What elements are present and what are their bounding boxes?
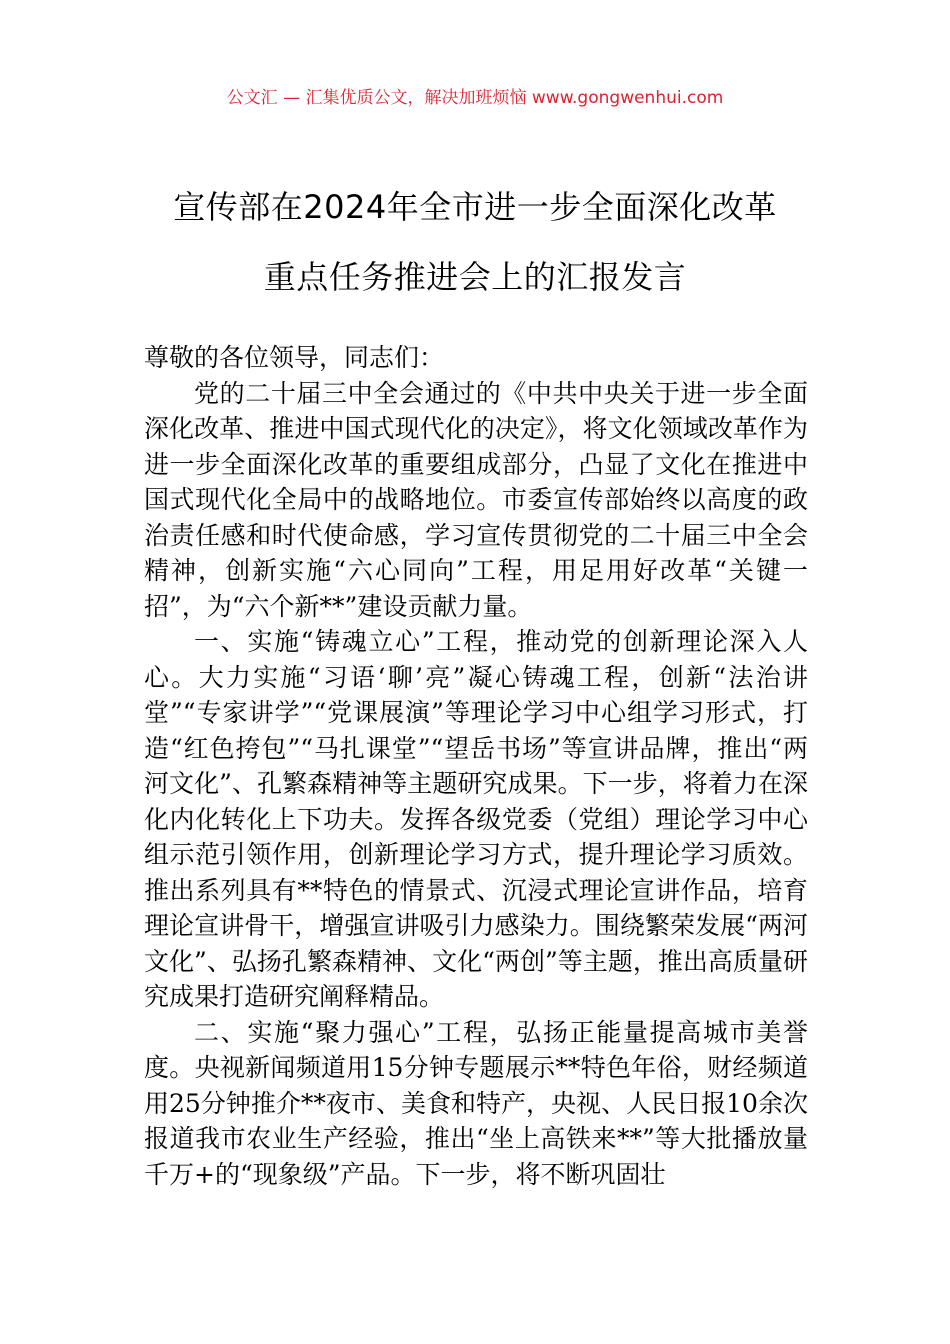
salutation: 尊敬的各位领导，同志们：	[144, 343, 445, 372]
watermark-header	[0, 86, 950, 110]
document-title	[100, 172, 850, 312]
header-text: 公文汇 — 汇集优质公文，解决加班烦恼 www.gongwenhui.com	[226, 88, 724, 108]
paragraph-section-1: 一、实施“铸魂立心”工程，推动党的创新理论深入人心。大力实施“习语‘聊’亮”凝心铸魂工程，创新“法治讲堂”“专家讲学”“党课展演”等理论学习中心组学习形式，打造“红色挎包”“马扎课堂”“望岳书场”等宣讲品牌，推出“两河文化”、孔繁森精神等主题研究成果。下一步，将着力在深化内化转化上下功夫。发挥各级党委（党组）理论学习中心组示范引领作用，创新理论学习方式，提升理论学习质效。推出系列具有**特色的情景式、沉浸式理论宣讲作品，培育理论宣讲骨干，增强宣讲吸引力感染力。围绕繁荣发展“两河文化”、弘扬孔繁森精神、文化“两创”等主题，推出高质量研究成果打造研究阐释精品。	[144, 627, 808, 1011]
paragraph-section-2: 二、实施“聚力强心”工程，弘扬正能量提高城市美誉度。央视新闻频道用15分钟专题展示**特色年俗，财经频道用25分钟推介**夜市、美食和特产，央视、人民日报10余次报道我市农业生产经验，推出“坐上高铁来**”等大批播放量千万+的“现象级”产品。下一步，将不断巩固壮	[144, 1017, 808, 1189]
title-line-2: 重点任务推进会上的汇报发言	[263, 258, 687, 296]
document-body	[144, 340, 808, 1192]
paragraph-intro: 党的二十届三中全会通过的《中共中央关于进一步全面深化改革、推进中国式现代化的决定》，将文化领域改革作为进一步全面深化改革的重要组成部分，凸显了文化在推进中国式现代化全局中的战略地位。市委宣传部始终以高度的政治责任感和时代使命感，学习宣传贯彻党的二十届三中全会精神，创新实施“六心同向”工程，用足用好改革“关键一招”，为“六个新**”建设贡献力量。	[144, 378, 808, 621]
title-line-1: 宣传部在2024年全市进一步全面深化改革	[173, 188, 777, 226]
